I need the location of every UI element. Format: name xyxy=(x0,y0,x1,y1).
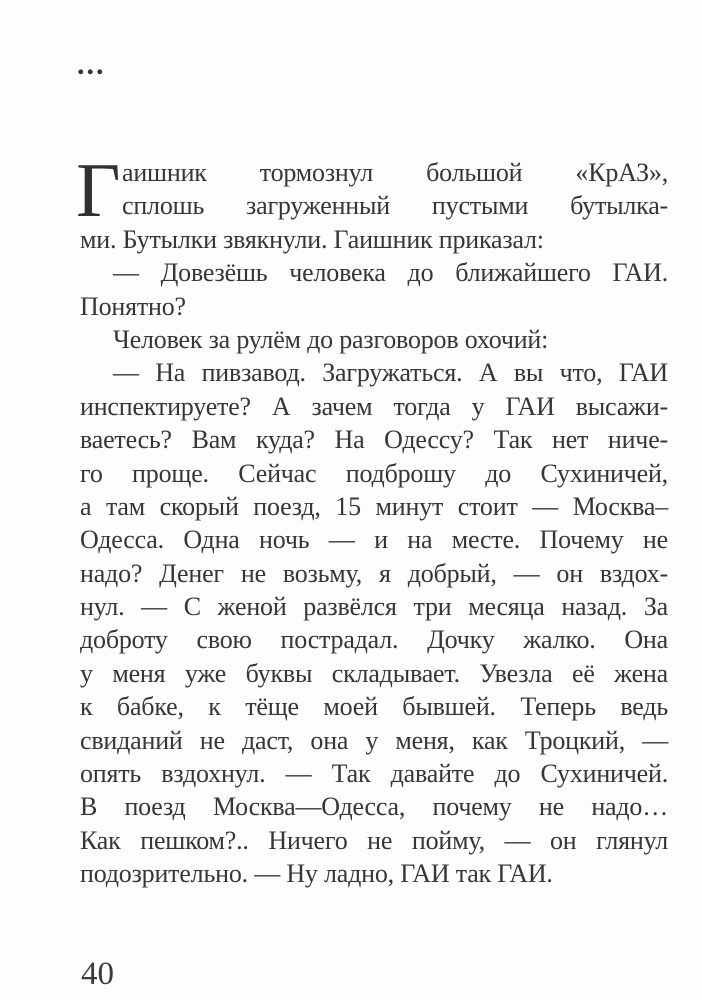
text-line: надо? Денег не возьму, я добрый, — он вздох- xyxy=(80,558,668,588)
text-line: ми. Бутылки звякнули. Гаишник приказал: xyxy=(80,224,544,254)
text-line: а там скорый поезд, 15 минут стоит — Москва– xyxy=(80,491,668,521)
text-line: Понятно? xyxy=(80,291,186,321)
text-line: к бабке, к тёще моей бывшей. Теперь ведь xyxy=(80,692,668,722)
text-line: Как пешком?.. Ничего не пойму, — он глянул xyxy=(80,825,668,855)
text-line: ваетесь? Вам куда? На Одессу? Так нет ниче- xyxy=(80,425,668,455)
text-line: В поезд Москва—Одесса, почему не надо… xyxy=(80,792,668,822)
text-line: доброту свою пострадал. Дочку жалко. Она xyxy=(80,625,668,655)
text-line: Человек за рулём до разговоров охочий: xyxy=(113,324,549,354)
section-separator: ... xyxy=(77,48,106,81)
text-line: опять вздохнул. — Так давайте до Сухиничей. xyxy=(80,759,668,789)
text-line: — Довезёшь человека до ближайшего ГАИ. xyxy=(113,258,668,288)
text-line: аишник тормознул большой «КрАЗ», xyxy=(122,158,668,187)
text-line: Одесса. Одна ночь — и на месте. Почему не xyxy=(80,525,668,555)
text-line: — На пивзавод. Загружаться. А вы что, ГАИ xyxy=(113,358,668,388)
text-line: свиданий не даст, она у меня, как Троцкий, — xyxy=(80,725,668,755)
text-line: нул. — С женой развёлся три месяца назад. За xyxy=(80,592,668,622)
page-number: 40 xyxy=(81,956,114,992)
text-line: сплошь загруженный пустыми бутылка- xyxy=(122,191,668,221)
text-line: инспектируете? А зачем тогда у ГАИ высажи- xyxy=(80,391,668,421)
text-line: у меня уже буквы складывает. Увезла её жена xyxy=(80,658,668,688)
text-line: го проще. Сейчас подброшу до Сухиничей, xyxy=(80,458,668,488)
drop-cap: Г xyxy=(76,147,121,233)
text-block xyxy=(80,156,668,891)
text-line: подозрительно. — Ну ладно, ГАИ так ГАИ. xyxy=(80,859,553,889)
